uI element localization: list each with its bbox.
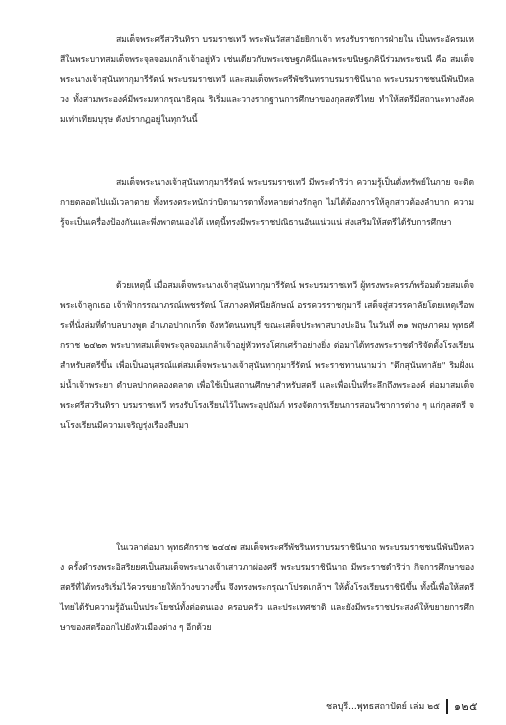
page-footer — [300, 696, 478, 716]
paragraph-2: สมเด็จพระนางเจ้าสุนันทากุมารีรัตน์ พระบรมราชเทวี มีพระดำริว่า ความรู้เป็นดั่งทรัพย์ในกาย จะติดกายตลอดไปแม้เวลาตาย ทั้งทรงตระหนักว่าบิดามารดาทั้งหลายต่างรักลูก ไม่ได้ต้องการให้ลูกสาวต้องลำบาก ความรู้จะเป็นเครื่องป้องกันและพึ่งพาตนเองได้ เหตุนี้ทรงมีพระราชปณิธานอันแน่วแน่ ส่งเสริมให้สตรีได้รับการศึกษา — [60, 178, 474, 228]
paragraph-1: สมเด็จพระศรีสวรินทิรา บรมราชเทวี พระพันวัสสาอัยยิกาเจ้า ทรงรับราชการฝ่ายใน เป็นพระอัครมเหสีในพระบาทสมเด็จพระจุลจอมเกล้าเจ้าอยู่หัว เช่นเดียวกับพระเชษฐภคินีและพระขนิษฐภคินีร่วมพระชนนี คือ สมเด็จพระนางเจ้าสุนันทากุมารีรัตน์ พระบรมราชเทวี และสมเด็จพระศรีพัชรินทราบรมราชินีนาถ พระบรมราชชนนีพันปีหลวง ทั้งสามพระองค์มีพระมหากรุณาธิคุณ ริเริ่มและวางรากฐานการศึกษาของกุลสตรีไทย ทำให้สตรีมีสถานะทางสังคมเท่าเทียมบุรุษ ดังปรากฏอยู่ในทุกวันนี้ — [60, 35, 474, 125]
page-number: ๑๒๕ — [453, 700, 478, 713]
footer-title: ชลบุรี...พุทธสถาปัตย์ เล่ม ๒๕ — [326, 702, 440, 712]
paragraph-4: ในเวลาต่อมา พุทธศักราช ๒๔๔๗ สมเด็จพระศรีพัชรินทราบรมราชินีนาถ พระบรมราชชนนีพันปีหลวง ครั้งดำรงพระอิสริยยศเป็นสมเด็จพระนางเจ้าเสาวภาผ่องศรี พระบรมราชินีนาถ มีพระราชดำริว่า กิจการศึกษาของสตรีที่ได้ทรงริเริ่มไว้ควรขยายให้กว้างขวางขึ้น จึงทรงพระกรุณาโปรดเกล้าฯ ให้ตั้งโรงเรียนราชินีขึ้น ทั้งนี้เพื่อให้สตรีไทยได้รับความรู้อันเป็นประโยชน์ทั้งต่อตนเอง ครอบครัว และประเทศชาติ และยังมีพระราชประสงค์ให้ขยายการศึกษาของสตรีออกไปยังหัวเมืองต่าง ๆ อีกด้วย — [60, 543, 474, 633]
paragraph-3: ด้วยเหตุนี้ เมื่อสมเด็จพระนางเจ้าสุนันทากุมารีรัตน์ พระบรมราชเทวี ผู้ทรงพระครรภ์พร้อมด้วยสมเด็จพระเจ้าลูกเธอ เจ้าฟ้ากรรณาภรณ์เพชรรัตน์ โสภางคทัศนียลักษณ์ อรรควรราชกุมารี เสด็จสู่สวรรคาลัยโดยเหตุเรือพระที่นั่งล่มที่ตำบลบางพูด อำเภอปากเกร็ด จังหวัดนนทบุรี ขณะเสด็จประพาสบางปะอิน ในวันที่ ๓๑ พฤษภาคม พุทธศักราช ๒๔๒๓ พระบาทสมเด็จพระจุลจอมเกล้าเจ้าอยู่หัวทรงโศกเศร้าอย่างยิ่ง ต่อมาได้ทรงพระราชดำริจัดตั้งโรงเรียนสำหรับสตรีขึ้น เพื่อเป็นอนุสรณ์แด่สมเด็จพระนางเจ้าสุนันทากุมารีรัตน์ พระราชทานนามว่า "ตึกสุนันทาลัย" ริมฝั่งแม่น้ำเจ้าพระยา ตำบลปากคลองตลาด เพื่อใช้เป็นสถานศึกษาสำหรับสตรี และเพื่อเป็นที่ระลึกถึงพระองค์ ต่อมาสมเด็จพระศรีสวรินทิรา บรมราชเทวี ทรงรับโรงเรียนไว้ในพระอุปถัมภ์ ทรงจัดการเรียนการสอนวิชาการต่าง ๆ แก่กุลสตรี จนโรงเรียนมีความเจริญรุ่งเรืองสืบมา — [60, 281, 474, 431]
footer-divider — [446, 699, 448, 714]
